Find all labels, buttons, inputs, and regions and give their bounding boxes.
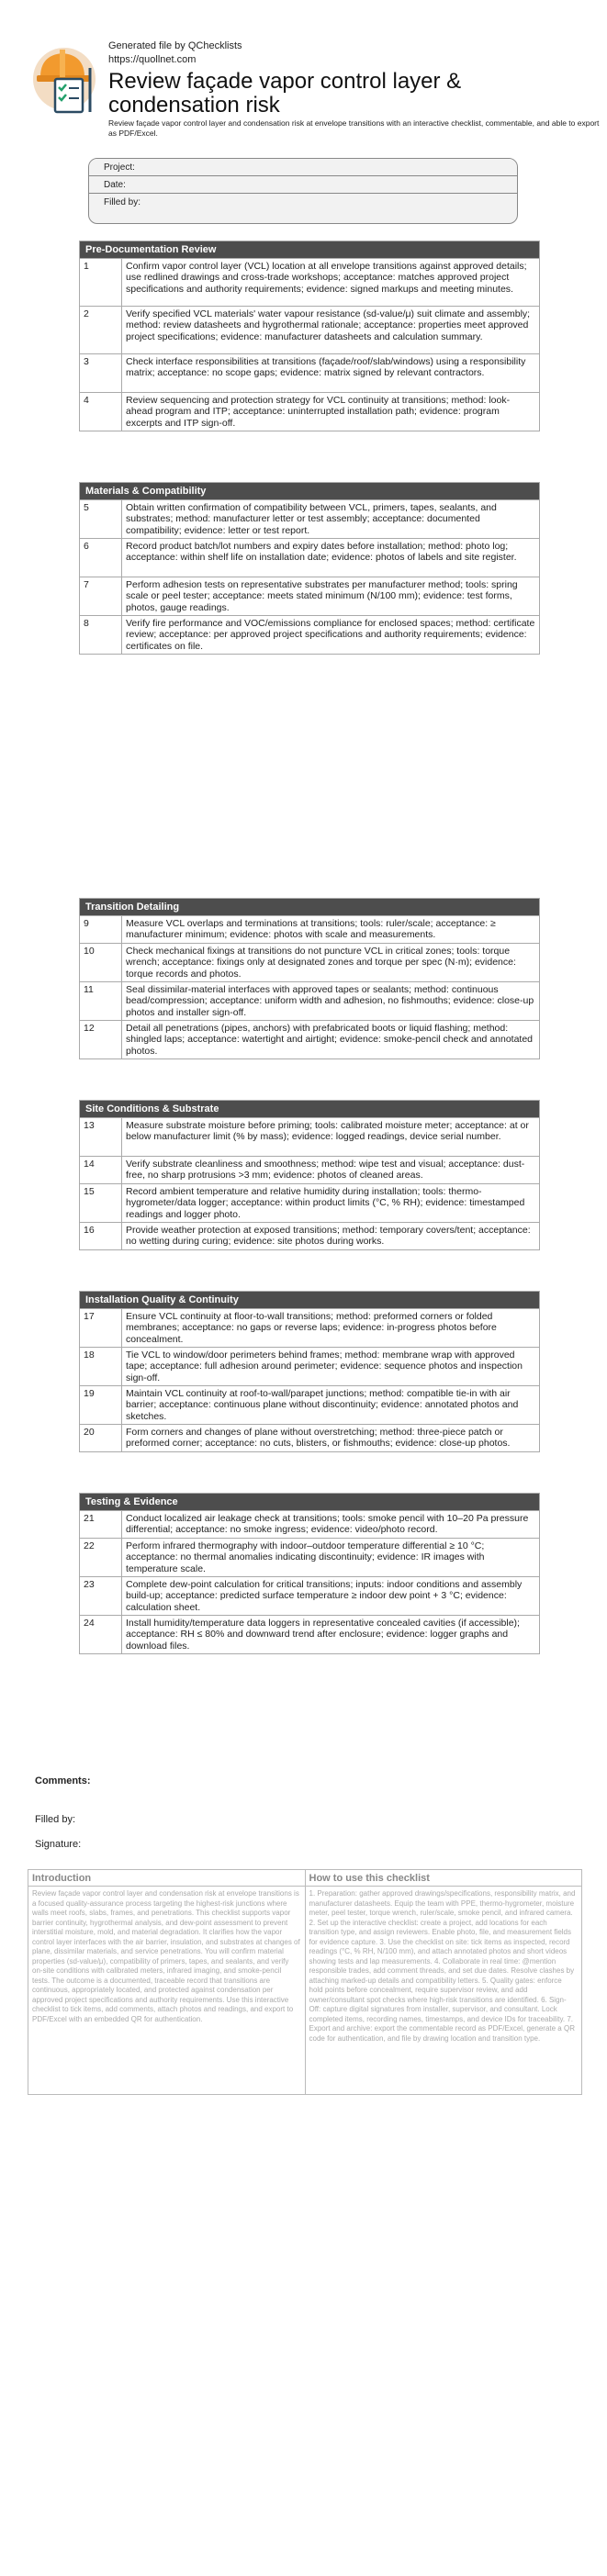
checklist-item[interactable] xyxy=(80,1117,539,1156)
info-columns xyxy=(28,1869,582,2095)
item-number: 17 xyxy=(80,1309,122,1347)
item-text: Provide weather protection at exposed transitions; method: temporary covers/tent; acceptance: no wetting during curing; evidence: site photos during works. xyxy=(126,1225,531,1248)
section-heading: Site Conditions & Substrate xyxy=(80,1101,539,1117)
checklist-item[interactable] xyxy=(80,1347,539,1385)
item-number: 20 xyxy=(80,1425,122,1451)
item-number: 13 xyxy=(80,1118,122,1156)
page-title: Review façade vapor control layer & condensation risk xyxy=(108,69,462,118)
item-text: Record product batch/lot numbers and expiry dates before installation; method: photo log; acceptance: within shelf life on installation date; evidence: photos of labels and site register. xyxy=(126,541,517,564)
checklist-item[interactable] xyxy=(80,577,539,615)
item-number: 11 xyxy=(80,982,122,1020)
item-text: Confirm vapor control layer (VCL) location at all envelope transitions against approved details; use redlined drawings and cross-trade workshops; acceptance: matches approved project specifications and authority requirements; evidence: signed markups and meeting minutes. xyxy=(126,261,527,295)
item-text: Review sequencing and protection strategy for VCL continuity at transitions; method: look-ahead program and ITP; acceptance: uninterrupted installation path; evidence: program excerpts and ITP sign-off. xyxy=(126,395,511,429)
checklist-item[interactable] xyxy=(80,306,539,353)
item-text: Maintain VCL continuity at roof-to-wall/parapet junctions; method: compatible tie-in with air barrier; acceptance: continuous plane without discontinuity; evidence: annotated photos and sketches. xyxy=(126,1388,519,1422)
item-number: 18 xyxy=(80,1348,122,1385)
item-text: Perform adhesion tests on representative substrates per manufacturer method; tools: spring scale or peel tester; acceptance: meets stated minimum (N/100 mm); evidence: test forms, photos, gauge readings. xyxy=(126,579,518,613)
item-number: 12 xyxy=(80,1021,122,1058)
item-number: 6 xyxy=(80,539,122,577)
section-heading: Pre-Documentation Review xyxy=(80,241,539,258)
item-text: Verify substrate cleanliness and smoothness; method: wipe test and visual; acceptance: dust-free, no sharp protrusions >3 mm; evidence: photos of cleaned areas. xyxy=(126,1159,525,1182)
item-number: 5 xyxy=(80,500,122,538)
how-to-panel xyxy=(305,1870,582,2094)
item-number: 15 xyxy=(80,1184,122,1222)
item-text: Tie VCL to window/door perimeters behind frames; method: membrane wrap with approved tape; acceptance: full adhesion around perimeter; evidence: sequence photos and inspection sign-off. xyxy=(126,1350,523,1383)
checklist-item[interactable] xyxy=(80,499,539,538)
source-url-link[interactable]: https://quollnet.com xyxy=(108,54,197,65)
section-pre-documentation-review xyxy=(79,241,540,431)
project-field[interactable]: Project: xyxy=(89,159,517,176)
item-text: Verify specified VCL materials' water vapour resistance (sd-value/μ) suit climate and assembly; method: review datasheets and hygrothermal rationale; acceptance: properties meet approved project specifications; evidence: manufacturer datasheets and calculation summary. xyxy=(126,308,531,342)
item-text: Check mechanical fixings at transitions do not puncture VCL in critical zones; tools: torque wrench; acceptance: fixings only at designated zones and torque per spec (N·m); evidence: torque records and photos. xyxy=(126,946,516,980)
page-description: Review façade vapor control layer and condensation risk at envelope transitions with an interactive checklist, commentable, and able to export as PDF/Excel. xyxy=(108,118,600,138)
section-testing-evidence xyxy=(79,1493,540,1654)
item-text: Ensure VCL continuity at floor-to-wall transitions; method: preformed corners or folded membranes; acceptance: no gaps or reverse laps; evidence: in-progress photos before concealment. xyxy=(126,1311,497,1345)
section-materials-compatibility xyxy=(79,482,540,655)
checklist-item[interactable] xyxy=(80,1156,539,1183)
item-number: 1 xyxy=(80,259,122,306)
introduction-text: Review façade vapor control layer and condensation risk at envelope transitions is a focused quality-assurance process targeting the highest-risk junctions where walls meet roofs, slabs, frames, and penetrations. This checklist supports vapor barrier continuity, hygrothermal analysis, and dew-point assessment to prevent interstitial moisture, mold, and material degradation. It clarifies how the vapor control layer interfaces with the air barrier, insulation, and substrates at changes of plane, dissimilar materials, and service penetrations. You will confirm material properties (sd-value/μ), compatibility of primers, tapes, and sealants, and verify on-site conditions with calibrated meters, infrared imaging, and smoke-pencil tests. The outcome is a documented, traceable record that transitions are continuous, appropriately located, and protected against condensation per approved project specifications and authority requirements. Use this interactive checklist to tick items, add comments, attach photos and readings, and export to PDF/Excel with an embedded QR for authentication. xyxy=(32,1889,300,2023)
how-to-text: 1. Preparation: gather approved drawings/specifications, responsibility matrix, and manufacturer datasheets. Equip the team with PPE, thermo-hygrometer, moisture meter, peel tester, torque wrench, ruler/scale, smoke pencil, and infrared camera. 2. Set up the interactive checklist: create a project, add locations for each transition type, and assign reviewers. Enable photo, file, and measurement fields for evidence capture. 3. Use the checklist on site: tick items as inspected, record readings (°C, % RH, N/100 mm), and attach annotated photos and short videos showing tests and lap measurements. 4. Collaborate in real time: @mention responsible trades, add comment threads, and set due dates. Resolve clashes by attaching marked-up details and compatibility letters. 5. Quality gates: enforce hold points before concealment, require supervisor review, and add owner/consultant spot checks where high-risk transitions are identified. 6. Sign-Off: capture digital signatures from installer, supervisor, and consultant. Lock completed items, recording names, timestamps, and device IDs for traceability. 7. Export and archive: export the commentable record as PDF/Excel, generate a QR code for authentication, and file by drawing location and transition type. xyxy=(309,1889,576,2043)
document-header xyxy=(28,33,600,143)
item-text: Seal dissimilar-material interfaces with approved tapes or sealants; method: continuous bead/compression; acceptance: uniform width and adhesion, no fishmouths; evidence: close-up photos and installer sign-off. xyxy=(126,984,534,1018)
section-site-conditions-substrate xyxy=(79,1100,540,1250)
checklist-item[interactable] xyxy=(80,915,539,943)
section-installation-quality-continuity xyxy=(79,1291,540,1452)
project-info-box xyxy=(88,158,518,224)
checklist-item[interactable] xyxy=(80,943,539,981)
item-text: Record ambient temperature and relative humidity during installation; tools: thermo-hygrometer/data logger; acceptance: within product limits (°C, % RH); evidence: timestamped readings and logger photo. xyxy=(126,1186,525,1220)
checklist-item[interactable] xyxy=(80,1615,539,1653)
signature-label: Signature: xyxy=(35,1839,82,1850)
checklist-item[interactable] xyxy=(80,1020,539,1058)
checklist-item[interactable] xyxy=(80,1183,539,1222)
introduction-heading: Introduction xyxy=(28,1870,305,1887)
checklist-item[interactable] xyxy=(80,1424,539,1451)
item-number: 19 xyxy=(80,1386,122,1424)
item-text: Measure VCL overlaps and terminations at transitions; tools: ruler/scale; acceptance: ≥ manufacturer minimum; evidence: photos with scale and measurements. xyxy=(126,918,496,941)
item-text: Measure substrate moisture before priming; tools: calibrated moisture meter; acceptance: at or below manufacturer limit (% by mass); evidence: logged readings, device serial number. xyxy=(126,1120,529,1143)
section-heading: Testing & Evidence xyxy=(80,1494,539,1510)
item-text: Conduct localized air leakage check at transitions; tools: smoke pencil with 10–20 Pa pressure differential; acceptance: no smoke ingress; evidence: video/photo record. xyxy=(126,1513,529,1536)
filled-by-label: Filled by: xyxy=(35,1814,76,1825)
item-number: 9 xyxy=(80,916,122,943)
checklist-item[interactable] xyxy=(80,392,539,431)
how-to-heading: How to use this checklist xyxy=(306,1870,582,1887)
item-number: 14 xyxy=(80,1157,122,1183)
section-heading: Materials & Compatibility xyxy=(80,483,539,499)
checklist-item[interactable] xyxy=(80,981,539,1020)
item-text: Perform infrared thermography with indoor–outdoor temperature differential ≥ 10 °C; acceptance: no thermal anomalies indicating discontinuity; evidence: IR images with temperature scale. xyxy=(126,1540,485,1574)
item-text: Form corners and changes of plane without overstretching; method: three-piece patch or preformed corner; acceptance: no cuts, blisters, or fishmouths; evidence: close-up photos. xyxy=(126,1427,511,1450)
item-number: 23 xyxy=(80,1577,122,1615)
checklist-item[interactable] xyxy=(80,1385,539,1424)
item-number: 22 xyxy=(80,1539,122,1576)
checklist-item[interactable] xyxy=(80,1308,539,1347)
item-text: Complete dew-point calculation for critical transitions; inputs: indoor conditions and assembly build-up; acceptance: predicted surface temperature ≥ indoor dew point + 3 °C; evidence: calculation sheet. xyxy=(126,1579,523,1613)
checklist-item[interactable] xyxy=(80,1576,539,1615)
item-text: Check interface responsibilities at transitions (façade/roof/slab/windows) using a responsibility matrix; acceptance: no scope gaps; evidence: matrix signed by relevant contractors. xyxy=(126,356,526,379)
checklist-item[interactable] xyxy=(80,1538,539,1576)
checklist-logo-icon xyxy=(29,40,101,114)
item-number: 3 xyxy=(80,354,122,392)
section-transition-detailing xyxy=(79,898,540,1059)
item-text: Detail all penetrations (pipes, anchors) with prefabricated boots or liquid flashing; method: shingled laps; acceptance: watertight and airtight; evidence: smoke-pencil check and annotated photos. xyxy=(126,1023,534,1057)
item-text: Install humidity/temperature data loggers in representative concealed cavities (if accessible); acceptance: RH ≤ 80% and downward trend after enclosure; evidence: logger graphs and download files. xyxy=(126,1618,520,1652)
filled-by-field[interactable]: Filled by: xyxy=(89,194,517,211)
checklist-item[interactable] xyxy=(80,258,539,306)
checklist-item[interactable] xyxy=(80,1510,539,1538)
item-text: Verify fire performance and VOC/emissions compliance for enclosed spaces; method: certificate review; acceptance: per approved project specifications and authority requirements; evidence: certificates on file. xyxy=(126,618,535,652)
checklist-item[interactable] xyxy=(80,1222,539,1249)
item-number: 4 xyxy=(80,393,122,431)
introduction-panel xyxy=(28,1870,305,2094)
checklist-item[interactable] xyxy=(80,353,539,392)
item-number: 21 xyxy=(80,1511,122,1538)
item-number: 8 xyxy=(80,616,122,654)
section-heading: Transition Detailing xyxy=(80,899,539,915)
item-number: 24 xyxy=(80,1616,122,1653)
item-text: Obtain written confirmation of compatibility between VCL, primers, tapes, sealants, and substrates; method: manufacturer letter or test assembly; acceptance: documented compatibility; evidence: letter or test report. xyxy=(126,502,497,536)
generated-by-text: Generated file by QChecklists xyxy=(108,40,242,51)
item-number: 16 xyxy=(80,1223,122,1249)
date-field[interactable]: Date: xyxy=(89,176,517,194)
item-number: 2 xyxy=(80,307,122,353)
item-number: 7 xyxy=(80,577,122,615)
checklist-item[interactable] xyxy=(80,615,539,654)
checklist-item[interactable] xyxy=(80,538,539,577)
comments-label: Comments: xyxy=(35,1775,91,1786)
section-heading: Installation Quality & Continuity xyxy=(80,1292,539,1308)
item-number: 10 xyxy=(80,944,122,981)
